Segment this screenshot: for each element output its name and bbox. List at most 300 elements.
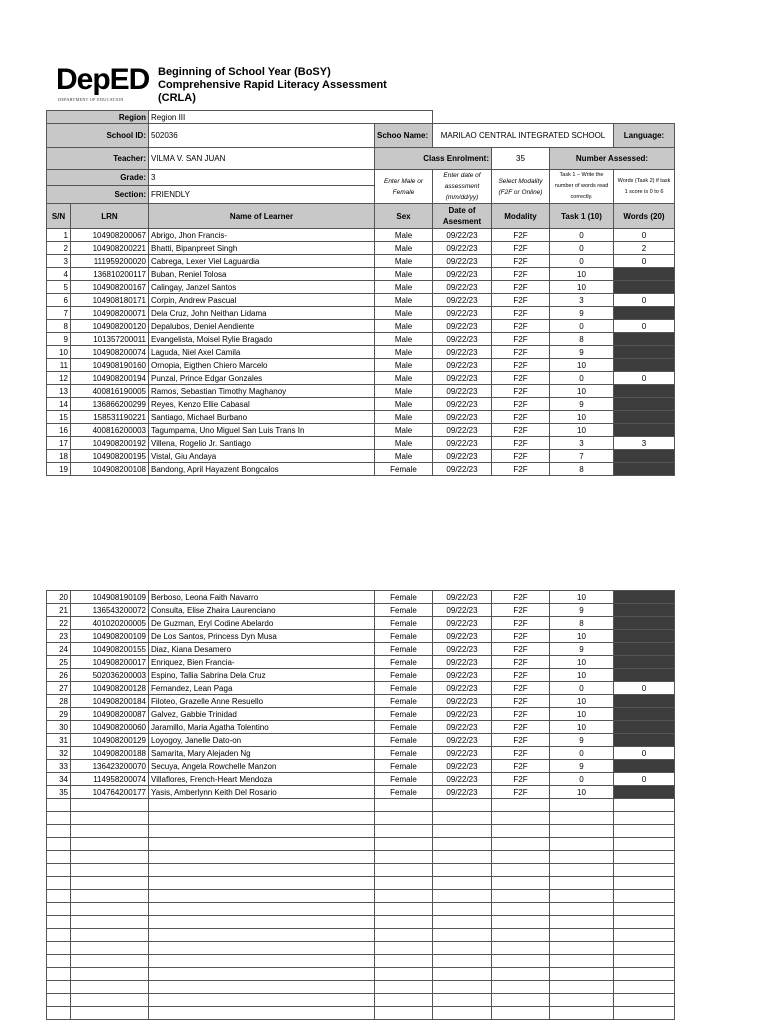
words-cell[interactable] [614, 411, 675, 424]
lrn-cell[interactable]: 104908200195 [71, 450, 149, 463]
modality-cell[interactable]: F2F [492, 268, 550, 281]
task1-cell[interactable]: 10 [550, 385, 614, 398]
empty-cell[interactable] [47, 968, 71, 981]
lrn-cell[interactable]: 104908200071 [71, 307, 149, 320]
lrn-cell[interactable]: 401020200005 [71, 617, 149, 630]
empty-cell[interactable] [149, 890, 375, 903]
class-enrolment-value[interactable]: 35 [492, 148, 550, 170]
empty-cell[interactable] [492, 812, 550, 825]
task1-cell[interactable]: 9 [550, 760, 614, 773]
lrn-cell[interactable]: 104908200074 [71, 346, 149, 359]
lrn-cell[interactable]: 104908200128 [71, 682, 149, 695]
empty-cell[interactable] [550, 955, 614, 968]
modality-cell[interactable]: F2F [492, 747, 550, 760]
empty-cell[interactable] [614, 968, 675, 981]
empty-cell[interactable] [614, 864, 675, 877]
lrn-cell[interactable]: 104908200221 [71, 242, 149, 255]
words-cell[interactable] [614, 346, 675, 359]
empty-cell[interactable] [149, 851, 375, 864]
learner-name-cell[interactable]: Diaz, Kiana Desamero [149, 643, 375, 656]
date-cell[interactable]: 09/22/23 [433, 721, 492, 734]
words-cell[interactable] [614, 398, 675, 411]
empty-cell[interactable] [149, 799, 375, 812]
learner-name-cell[interactable]: Espino, Tallia Sabrina Dela Cruz [149, 669, 375, 682]
date-cell[interactable]: 09/22/23 [433, 630, 492, 643]
date-cell[interactable]: 09/22/23 [433, 268, 492, 281]
words-cell[interactable]: 0 [614, 320, 675, 333]
empty-cell[interactable] [614, 981, 675, 994]
lrn-cell[interactable]: 104908180171 [71, 294, 149, 307]
empty-cell[interactable] [492, 864, 550, 877]
sex-cell[interactable]: Female [375, 463, 433, 476]
words-cell[interactable]: 0 [614, 255, 675, 268]
sex-cell[interactable]: Female [375, 734, 433, 747]
empty-cell[interactable] [47, 799, 71, 812]
sex-cell[interactable]: Male [375, 320, 433, 333]
sex-cell[interactable]: Male [375, 294, 433, 307]
empty-cell[interactable] [71, 838, 149, 851]
date-cell[interactable]: 09/22/23 [433, 760, 492, 773]
empty-cell[interactable] [492, 994, 550, 1007]
words-cell[interactable]: 0 [614, 773, 675, 786]
empty-cell[interactable] [492, 851, 550, 864]
modality-cell[interactable]: F2F [492, 617, 550, 630]
empty-cell[interactable] [149, 968, 375, 981]
empty-cell[interactable] [550, 1007, 614, 1020]
empty-cell[interactable] [433, 890, 492, 903]
empty-cell[interactable] [71, 942, 149, 955]
sex-cell[interactable]: Male [375, 229, 433, 242]
date-cell[interactable]: 09/22/23 [433, 359, 492, 372]
date-cell[interactable]: 09/22/23 [433, 346, 492, 359]
learner-name-cell[interactable]: Consulta, Elise Zhaira Laurenciano [149, 604, 375, 617]
learner-name-cell[interactable]: Depalubos, Deniel Aendiente [149, 320, 375, 333]
empty-cell[interactable] [149, 864, 375, 877]
modality-cell[interactable]: F2F [492, 359, 550, 372]
empty-cell[interactable] [492, 838, 550, 851]
lrn-cell[interactable]: 104908190160 [71, 359, 149, 372]
date-cell[interactable]: 09/22/23 [433, 229, 492, 242]
lrn-cell[interactable]: 502036200003 [71, 669, 149, 682]
modality-cell[interactable]: F2F [492, 656, 550, 669]
task1-cell[interactable]: 3 [550, 437, 614, 450]
modality-cell[interactable]: F2F [492, 786, 550, 799]
modality-cell[interactable]: F2F [492, 372, 550, 385]
empty-cell[interactable] [550, 968, 614, 981]
empty-cell[interactable] [149, 877, 375, 890]
task1-cell[interactable]: 9 [550, 307, 614, 320]
empty-cell[interactable] [550, 812, 614, 825]
empty-cell[interactable] [614, 994, 675, 1007]
empty-cell[interactable] [550, 877, 614, 890]
modality-cell[interactable]: F2F [492, 643, 550, 656]
learner-name-cell[interactable]: Dela Cruz, John Neithan Lidama [149, 307, 375, 320]
sex-cell[interactable]: Male [375, 307, 433, 320]
empty-cell[interactable] [71, 1007, 149, 1020]
date-cell[interactable]: 09/22/23 [433, 669, 492, 682]
words-cell[interactable] [614, 786, 675, 799]
empty-cell[interactable] [71, 994, 149, 1007]
empty-cell[interactable] [149, 838, 375, 851]
sex-cell[interactable]: Female [375, 760, 433, 773]
words-cell[interactable]: 0 [614, 372, 675, 385]
empty-cell[interactable] [71, 890, 149, 903]
empty-cell[interactable] [375, 942, 433, 955]
modality-cell[interactable]: F2F [492, 604, 550, 617]
lrn-cell[interactable]: 104764200177 [71, 786, 149, 799]
empty-cell[interactable] [375, 851, 433, 864]
empty-cell[interactable] [433, 851, 492, 864]
date-cell[interactable]: 09/22/23 [433, 747, 492, 760]
words-cell[interactable] [614, 669, 675, 682]
lrn-cell[interactable]: 104908200192 [71, 437, 149, 450]
empty-cell[interactable] [614, 851, 675, 864]
date-cell[interactable]: 09/22/23 [433, 450, 492, 463]
modality-cell[interactable]: F2F [492, 591, 550, 604]
lrn-cell[interactable]: 111959200020 [71, 255, 149, 268]
empty-cell[interactable] [47, 877, 71, 890]
empty-cell[interactable] [433, 942, 492, 955]
words-cell[interactable] [614, 463, 675, 476]
modality-cell[interactable]: F2F [492, 734, 550, 747]
sex-cell[interactable]: Male [375, 346, 433, 359]
date-cell[interactable]: 09/22/23 [433, 734, 492, 747]
task1-cell[interactable]: 8 [550, 333, 614, 346]
empty-cell[interactable] [149, 994, 375, 1007]
learner-name-cell[interactable]: Jaramillo, Maria Agatha Tolentino [149, 721, 375, 734]
modality-cell[interactable]: F2F [492, 463, 550, 476]
empty-cell[interactable] [492, 968, 550, 981]
learner-name-cell[interactable]: Bandong, April Hayazent Bongcalos [149, 463, 375, 476]
sex-cell[interactable]: Male [375, 372, 433, 385]
empty-cell[interactable] [550, 903, 614, 916]
task1-cell[interactable]: 9 [550, 604, 614, 617]
learner-name-cell[interactable]: Calingay, Janzel Santos [149, 281, 375, 294]
empty-cell[interactable] [614, 812, 675, 825]
empty-cell[interactable] [492, 890, 550, 903]
words-cell[interactable] [614, 268, 675, 281]
sex-cell[interactable]: Female [375, 773, 433, 786]
sex-cell[interactable]: Female [375, 604, 433, 617]
sex-cell[interactable]: Male [375, 424, 433, 437]
empty-cell[interactable] [71, 812, 149, 825]
sex-cell[interactable]: Male [375, 281, 433, 294]
learner-name-cell[interactable]: De Los Santos, Princess Dyn Musa [149, 630, 375, 643]
empty-cell[interactable] [71, 981, 149, 994]
sex-cell[interactable]: Female [375, 786, 433, 799]
lrn-cell[interactable]: 400816200003 [71, 424, 149, 437]
date-cell[interactable]: 09/22/23 [433, 682, 492, 695]
lrn-cell[interactable]: 104908200155 [71, 643, 149, 656]
task1-cell[interactable]: 0 [550, 320, 614, 333]
learner-name-cell[interactable]: Villaflores, French-Heart Mendoza [149, 773, 375, 786]
lrn-cell[interactable]: 104908200067 [71, 229, 149, 242]
empty-cell[interactable] [47, 994, 71, 1007]
learner-name-cell[interactable]: Vistal, Giu Andaya [149, 450, 375, 463]
modality-cell[interactable]: F2F [492, 307, 550, 320]
empty-cell[interactable] [375, 838, 433, 851]
empty-cell[interactable] [614, 916, 675, 929]
empty-cell[interactable] [614, 942, 675, 955]
modality-cell[interactable]: F2F [492, 682, 550, 695]
date-cell[interactable]: 09/22/23 [433, 656, 492, 669]
empty-cell[interactable] [47, 929, 71, 942]
grade-value[interactable]: 3 [149, 170, 375, 186]
empty-cell[interactable] [375, 812, 433, 825]
empty-cell[interactable] [433, 981, 492, 994]
modality-cell[interactable]: F2F [492, 294, 550, 307]
empty-cell[interactable] [71, 825, 149, 838]
empty-cell[interactable] [71, 864, 149, 877]
empty-cell[interactable] [149, 955, 375, 968]
task1-cell[interactable]: 0 [550, 242, 614, 255]
date-cell[interactable]: 09/22/23 [433, 643, 492, 656]
lrn-cell[interactable]: 136866200299 [71, 398, 149, 411]
empty-cell[interactable] [71, 916, 149, 929]
words-cell[interactable] [614, 424, 675, 437]
empty-cell[interactable] [614, 903, 675, 916]
modality-cell[interactable]: F2F [492, 385, 550, 398]
words-cell[interactable] [614, 591, 675, 604]
modality-cell[interactable]: F2F [492, 281, 550, 294]
empty-cell[interactable] [492, 877, 550, 890]
empty-cell[interactable] [149, 825, 375, 838]
empty-cell[interactable] [47, 981, 71, 994]
empty-cell[interactable] [375, 864, 433, 877]
learner-name-cell[interactable]: Punzal, Prince Edgar Gonzales [149, 372, 375, 385]
lrn-cell[interactable]: 104908200120 [71, 320, 149, 333]
date-cell[interactable]: 09/22/23 [433, 320, 492, 333]
empty-cell[interactable] [375, 877, 433, 890]
modality-cell[interactable]: F2F [492, 695, 550, 708]
date-cell[interactable]: 09/22/23 [433, 307, 492, 320]
sex-cell[interactable]: Male [375, 359, 433, 372]
empty-cell[interactable] [47, 812, 71, 825]
empty-cell[interactable] [375, 1007, 433, 1020]
task1-cell[interactable]: 10 [550, 721, 614, 734]
modality-cell[interactable]: F2F [492, 450, 550, 463]
modality-cell[interactable]: F2F [492, 721, 550, 734]
learner-name-cell[interactable]: Galvez, Gabbie Trinidad [149, 708, 375, 721]
date-cell[interactable]: 09/22/23 [433, 385, 492, 398]
date-cell[interactable]: 09/22/23 [433, 708, 492, 721]
learner-name-cell[interactable]: Laguda, Niel Axel Camila [149, 346, 375, 359]
lrn-cell[interactable]: 104908200109 [71, 630, 149, 643]
modality-cell[interactable]: F2F [492, 242, 550, 255]
date-cell[interactable]: 09/22/23 [433, 255, 492, 268]
sex-cell[interactable]: Female [375, 656, 433, 669]
task1-cell[interactable]: 9 [550, 734, 614, 747]
empty-cell[interactable] [375, 903, 433, 916]
empty-cell[interactable] [433, 1007, 492, 1020]
learner-name-cell[interactable]: Samarita, Mary Alejaden Ng [149, 747, 375, 760]
empty-cell[interactable] [614, 1007, 675, 1020]
date-cell[interactable]: 09/22/23 [433, 398, 492, 411]
lrn-cell[interactable]: 104908200129 [71, 734, 149, 747]
date-cell[interactable]: 09/22/23 [433, 617, 492, 630]
task1-cell[interactable]: 10 [550, 424, 614, 437]
modality-cell[interactable]: F2F [492, 411, 550, 424]
empty-cell[interactable] [433, 877, 492, 890]
empty-cell[interactable] [614, 955, 675, 968]
lrn-cell[interactable]: 400816190005 [71, 385, 149, 398]
task1-cell[interactable]: 10 [550, 669, 614, 682]
empty-cell[interactable] [492, 825, 550, 838]
sex-cell[interactable]: Female [375, 591, 433, 604]
empty-cell[interactable] [492, 981, 550, 994]
learner-name-cell[interactable]: Santiago, Michael Burbano [149, 411, 375, 424]
task1-cell[interactable]: 9 [550, 643, 614, 656]
modality-cell[interactable]: F2F [492, 437, 550, 450]
words-cell[interactable] [614, 307, 675, 320]
empty-cell[interactable] [492, 903, 550, 916]
empty-cell[interactable] [47, 1007, 71, 1020]
learner-name-cell[interactable]: Reyes, Kenzo Ellie Cabasal [149, 398, 375, 411]
task1-cell[interactable]: 10 [550, 411, 614, 424]
empty-cell[interactable] [47, 825, 71, 838]
learner-name-cell[interactable]: Loyogoy, Janelle Dato-on [149, 734, 375, 747]
empty-cell[interactable] [433, 825, 492, 838]
empty-cell[interactable] [492, 799, 550, 812]
learner-name-cell[interactable]: Enriquez, Bien Francia- [149, 656, 375, 669]
learner-name-cell[interactable]: Yasis, Amberlynn Keith Del Rosario [149, 786, 375, 799]
lrn-cell[interactable]: 136423200070 [71, 760, 149, 773]
empty-cell[interactable] [550, 890, 614, 903]
modality-cell[interactable]: F2F [492, 320, 550, 333]
date-cell[interactable]: 09/22/23 [433, 773, 492, 786]
words-cell[interactable] [614, 385, 675, 398]
sex-cell[interactable]: Male [375, 411, 433, 424]
task1-cell[interactable]: 8 [550, 617, 614, 630]
date-cell[interactable]: 09/22/23 [433, 786, 492, 799]
words-cell[interactable]: 0 [614, 229, 675, 242]
words-cell[interactable] [614, 450, 675, 463]
date-cell[interactable]: 09/22/23 [433, 281, 492, 294]
date-cell[interactable]: 09/22/23 [433, 463, 492, 476]
task1-cell[interactable]: 0 [550, 747, 614, 760]
empty-cell[interactable] [149, 929, 375, 942]
empty-cell[interactable] [149, 981, 375, 994]
empty-cell[interactable] [492, 942, 550, 955]
empty-cell[interactable] [71, 955, 149, 968]
lrn-cell[interactable]: 158531190221 [71, 411, 149, 424]
date-cell[interactable]: 09/22/23 [433, 294, 492, 307]
empty-cell[interactable] [149, 916, 375, 929]
empty-cell[interactable] [550, 929, 614, 942]
words-cell[interactable] [614, 760, 675, 773]
empty-cell[interactable] [71, 799, 149, 812]
words-cell[interactable] [614, 333, 675, 346]
empty-cell[interactable] [433, 916, 492, 929]
task1-cell[interactable]: 10 [550, 591, 614, 604]
date-cell[interactable]: 09/22/23 [433, 695, 492, 708]
empty-cell[interactable] [149, 903, 375, 916]
empty-cell[interactable] [149, 942, 375, 955]
learner-name-cell[interactable]: Villena, Rogelio Jr. Santiago [149, 437, 375, 450]
learner-name-cell[interactable]: Abrigo, Jhon Francis- [149, 229, 375, 242]
task1-cell[interactable]: 10 [550, 786, 614, 799]
empty-cell[interactable] [492, 955, 550, 968]
words-cell[interactable]: 0 [614, 682, 675, 695]
words-cell[interactable]: 3 [614, 437, 675, 450]
date-cell[interactable]: 09/22/23 [433, 604, 492, 617]
sex-cell[interactable]: Female [375, 682, 433, 695]
empty-cell[interactable] [71, 968, 149, 981]
lrn-cell[interactable]: 114958200074 [71, 773, 149, 786]
learner-name-cell[interactable]: Filoteo, Grazelle Anne Resuello [149, 695, 375, 708]
modality-cell[interactable]: F2F [492, 346, 550, 359]
empty-cell[interactable] [149, 1007, 375, 1020]
task1-cell[interactable]: 10 [550, 695, 614, 708]
empty-cell[interactable] [47, 864, 71, 877]
task1-cell[interactable]: 10 [550, 359, 614, 372]
lrn-cell[interactable]: 104908190109 [71, 591, 149, 604]
modality-cell[interactable]: F2F [492, 708, 550, 721]
task1-cell[interactable]: 10 [550, 268, 614, 281]
empty-cell[interactable] [550, 825, 614, 838]
words-cell[interactable] [614, 643, 675, 656]
words-cell[interactable] [614, 359, 675, 372]
sex-cell[interactable]: Female [375, 630, 433, 643]
lrn-cell[interactable]: 104908200167 [71, 281, 149, 294]
words-cell[interactable]: 2 [614, 242, 675, 255]
empty-cell[interactable] [492, 916, 550, 929]
learner-name-cell[interactable]: De Guzman, Eryl Codine Abelardo [149, 617, 375, 630]
learner-name-cell[interactable]: Tagumpama, Uno Miguel San Luis Trans In [149, 424, 375, 437]
sex-cell[interactable]: Male [375, 450, 433, 463]
lrn-cell[interactable]: 104908200184 [71, 695, 149, 708]
task1-cell[interactable]: 9 [550, 346, 614, 359]
lrn-cell[interactable]: 104908200087 [71, 708, 149, 721]
modality-cell[interactable]: F2F [492, 333, 550, 346]
empty-cell[interactable] [433, 812, 492, 825]
school-id-value[interactable]: 502036 [149, 124, 375, 148]
words-cell[interactable]: 0 [614, 294, 675, 307]
empty-cell[interactable] [71, 851, 149, 864]
empty-cell[interactable] [149, 812, 375, 825]
learner-name-cell[interactable]: Ramos, Sebastian Timothy Maghanoy [149, 385, 375, 398]
learner-name-cell[interactable]: Secuya, Angela Rowchelle Manzon [149, 760, 375, 773]
modality-cell[interactable]: F2F [492, 760, 550, 773]
task1-cell[interactable]: 0 [550, 255, 614, 268]
task1-cell[interactable]: 3 [550, 294, 614, 307]
empty-cell[interactable] [614, 838, 675, 851]
words-cell[interactable] [614, 708, 675, 721]
modality-cell[interactable]: F2F [492, 630, 550, 643]
section-value[interactable]: FRIENDLY [149, 186, 375, 204]
learner-name-cell[interactable]: Evangelista, Moisel Rylie Bragado [149, 333, 375, 346]
modality-cell[interactable]: F2F [492, 398, 550, 411]
empty-cell[interactable] [47, 838, 71, 851]
region-value[interactable]: Region III [149, 111, 433, 124]
empty-cell[interactable] [375, 994, 433, 1007]
empty-cell[interactable] [71, 903, 149, 916]
empty-cell[interactable] [614, 825, 675, 838]
empty-cell[interactable] [375, 799, 433, 812]
sex-cell[interactable]: Female [375, 747, 433, 760]
sex-cell[interactable]: Female [375, 708, 433, 721]
date-cell[interactable]: 09/22/23 [433, 437, 492, 450]
task1-cell[interactable]: 10 [550, 656, 614, 669]
sex-cell[interactable]: Female [375, 669, 433, 682]
empty-cell[interactable] [550, 838, 614, 851]
lrn-cell[interactable]: 104908200188 [71, 747, 149, 760]
sex-cell[interactable]: Female [375, 721, 433, 734]
empty-cell[interactable] [433, 903, 492, 916]
empty-cell[interactable] [614, 877, 675, 890]
empty-cell[interactable] [47, 942, 71, 955]
date-cell[interactable]: 09/22/23 [433, 411, 492, 424]
